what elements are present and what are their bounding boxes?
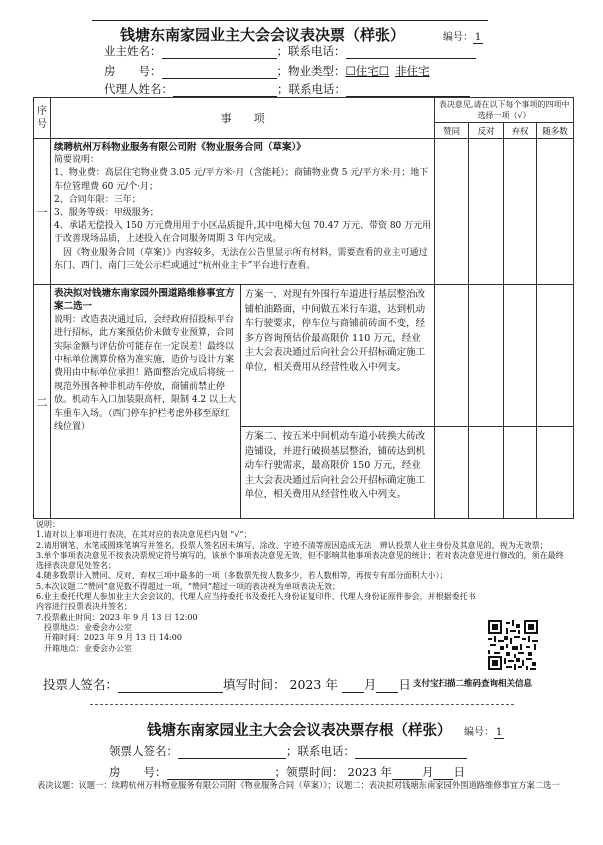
- serial-label: 编号：: [443, 32, 473, 43]
- agent-contact-field[interactable]: [346, 84, 470, 97]
- note-line: 4.随多数票计入赞同、反对、弃权三项中最多的一项（多数票先按人数多少，若人数相等，再按专有部分面积大小）；: [36, 571, 448, 581]
- qr-code-icon[interactable]: [488, 620, 538, 670]
- owner-row: [104, 43, 476, 59]
- agent-name-label: 代理人姓名：: [104, 82, 173, 96]
- voter-signature-row: [43, 675, 411, 693]
- item1-body-2: 2、合同年限：三年；: [53, 194, 141, 205]
- qr-caption: 支付宝扫描二维码查询相关信息: [413, 679, 533, 689]
- voter-signature-label: 投票人签名：: [43, 677, 119, 692]
- agent-contact-label: 联系电话：: [288, 82, 346, 96]
- room-row: [104, 63, 430, 79]
- fill-day-label: 日: [398, 677, 411, 692]
- owner-name-field[interactable]: [162, 46, 277, 59]
- separator: ；: [286, 744, 298, 758]
- agent-row: [104, 81, 470, 97]
- note-line: 说明：: [36, 520, 60, 529]
- item2-scheme2-abstain-cell[interactable]: [504, 427, 537, 519]
- stub-contact-label: 联系电话：: [297, 744, 355, 758]
- stub-serial-label: 编号：: [464, 727, 494, 738]
- item2-scheme2: 方案二、按五米中间机动车道小砖换大砖改造铺设，并进行破损基层整治，铺砖达到机动车行驶需求，最高限价 150 万元，经业主大会表决通过后向社会公开招标确定施工单位，相关费用从经营性收入中列支。: [240, 427, 435, 519]
- residential-checkbox[interactable]: ☐住宅☐: [345, 64, 390, 78]
- item2-content: [50, 285, 240, 519]
- item1-heading: 续聘杭州万科物业服务有限公司附《物业服务合同（草案）》: [53, 142, 306, 153]
- fill-day-field[interactable]: [376, 680, 398, 693]
- stub-serial-number: [464, 723, 504, 739]
- note-line: 投票地点：业委会办公室: [36, 622, 132, 632]
- stub-summary: 表决议题：议题一：续聘杭州万科物业服务有限公司附《物业服务合同（草案）》；议题二：表决拟对钱塘东南家园外围道路维修事宜方案二选一: [37, 780, 560, 790]
- note-line: 3.单个事项表决意见不按表决票规定符号填写的，该单个事项表决意见无效，但不影响其他事项表决意见的统计；若对表决意见进行修改的，须在最终选择表决意见处签名；: [36, 550, 564, 571]
- option-abstain-header: 弃权: [504, 123, 537, 139]
- item1-body-3: 3、服务等级：甲级服务；: [53, 208, 159, 219]
- stub-month-label: 月: [421, 765, 434, 779]
- stub-serial-value: 1: [495, 727, 503, 738]
- option-approve-header: 赞同: [435, 123, 469, 139]
- item1-oppose-cell[interactable]: [469, 139, 504, 285]
- fill-time-label: 填写时间：: [223, 677, 286, 692]
- fill-month-field[interactable]: [342, 680, 364, 693]
- stub-receiver-label: 领票人签名：: [109, 744, 178, 758]
- item2-heading: 表决拟对钱塘东南家园外围道路维修事宜方案二选一: [53, 288, 235, 313]
- item1-body-4: 4、承诺无偿投入 150 万元费用用于小区品质提升,其中电梯大包 70.47 万元、带资 80 万元用于改善现场品质，上述投入在合同服务周期 3 年内完成。: [53, 221, 432, 245]
- separator: ；: [277, 82, 289, 96]
- note-line: 开箱时间：2023 年 9 月 13 日 14:00: [36, 633, 182, 643]
- note-line: 开箱地点：业委会办公室: [36, 643, 132, 653]
- stub-year: 2023 年: [347, 765, 392, 779]
- item2-scheme2-majority-cell[interactable]: [537, 427, 574, 519]
- separator: ；: [274, 765, 286, 779]
- item2-scheme2-oppose-cell[interactable]: [469, 427, 504, 519]
- serial-value: 1: [474, 32, 482, 43]
- non-residential-option[interactable]: 非住宅: [395, 64, 430, 78]
- item2-seq: 二: [34, 285, 51, 519]
- item2-scheme1-abstain-cell[interactable]: [504, 285, 537, 427]
- fill-year: 2023 年: [289, 677, 338, 692]
- property-type-label: 物业类型：: [288, 64, 346, 78]
- option-majority-header: 随多数: [537, 123, 574, 139]
- room-field[interactable]: [162, 66, 277, 79]
- notes-section: [36, 520, 566, 654]
- seq-header: 序号: [34, 98, 51, 139]
- ballot-table: [33, 97, 574, 519]
- item2-scheme1-majority-cell[interactable]: [537, 285, 574, 427]
- fill-month-label: 月: [363, 677, 377, 692]
- separator: ；: [276, 44, 288, 58]
- item1-approve-cell[interactable]: [435, 139, 469, 285]
- item-header: 事 项: [50, 98, 434, 139]
- owner-name-label: 业主姓名：: [104, 44, 162, 58]
- agent-name-field[interactable]: [173, 84, 277, 97]
- item1-seq: 一: [34, 139, 51, 285]
- item1-body-5: 因《物业服务合同（草案）》内容较多，无法在公告里显示所有材料，需要查看的业主可通过东门、西门、南门三处公示栏或通过“杭州业主卡”平台进行查看。: [53, 247, 428, 271]
- item2-scheme2-approve-cell[interactable]: [435, 427, 469, 519]
- item2-scheme1-approve-cell[interactable]: [435, 285, 469, 427]
- item2-scheme1-oppose-cell[interactable]: [469, 285, 504, 427]
- ballot-title: 钱塘东南家园业主大会会议表决票（样张）: [120, 26, 406, 44]
- note-line: 2.请用钢笔、水笔或圆珠笔填写并签名，投票人签名因未填写、涂改、字迹不清等原因造成无法 辨认投票人业主身份及其意见的，视为无效票；: [36, 540, 548, 550]
- stub-room-row: [109, 764, 465, 780]
- item1-majority-cell[interactable]: [537, 139, 574, 285]
- separator: ；: [276, 64, 288, 78]
- stub-contact-field[interactable]: [355, 746, 467, 759]
- stub-receiver-field[interactable]: [178, 746, 286, 759]
- note-line: 1.请对以上事项进行表决，在其对应的表决意见栏内划 “√”；: [36, 530, 252, 540]
- option-oppose-header: 反对: [469, 123, 504, 139]
- stub-room-label: 房 号：: [109, 765, 167, 779]
- contact-label: 联系电话：: [288, 44, 346, 58]
- opinion-header: 表决意见,请在以下每个事项的四项中选择一项（√）: [435, 98, 574, 123]
- stub-room-field[interactable]: [167, 767, 275, 780]
- cut-line: [90, 704, 514, 705]
- item1-abstain-cell[interactable]: [504, 139, 537, 285]
- stub-day-field[interactable]: [433, 767, 453, 780]
- room-label: 房 号：: [104, 64, 162, 78]
- stub-month-field[interactable]: [392, 767, 422, 780]
- stub-title: 钱塘东南家园业主大会会议表决票存根（样张）: [147, 723, 452, 739]
- item2-body: 说明：改造表决通过后，会经政府招投标平台进行招标，此方案预估价未做专业预算，合同实际金额与评估价可能存在一定误差！最终以中标单位测算价格为准实施，造价与设计方案费用由中标单位承担！路面整治完成后将统一规范外围各种非机动车停放，商铺前禁止停放。机动车入口加装限高杆，限制 4.2 以上大车重车入场。（西门停车护栏考虑外移至原红线位置）: [53, 314, 237, 433]
- note-line: 5.本次议题二“赞同”意见数不得超过一项，“赞同”超过一项的表决视为单项表决无效；: [36, 581, 340, 591]
- contact-field[interactable]: [346, 46, 476, 59]
- item2-scheme1: 方案一、对现有外围行车道进行基层整治改铺柏油路面，中间做五米行车道，达到机动车行驶要求，停车位与商铺前砖面不变，经多方咨询预估价最高限价 110 万元，经业主大会表决通过后向社会公开招标确定施工单位，相关费用从经营性收入中列支。: [240, 285, 435, 427]
- serial-number: [443, 28, 483, 44]
- item1-body-1: 1、物业费：高层住宅物业费 3.05 元/平方米·月（含能耗）；商铺物业费 5 元/平方米·月；地下车位管理费 60 元/个·月；: [53, 168, 429, 192]
- voter-signature-field[interactable]: [118, 680, 223, 693]
- stub-receiver-row: [109, 743, 467, 759]
- note-line: 6.业主委托代理人参加业主大会会议的，代理人应当持委托书及委托人身份证复印件、代理人身份证原件参会，并根据委托书内容进行投票表决并签名；: [36, 592, 476, 612]
- item1-body-0: 简要说明：: [53, 155, 99, 166]
- note-line: 7.投票截止时间：2023 年 9 月 13 日 12:00: [36, 612, 198, 622]
- stub-time-label: 领票时间：: [286, 765, 344, 779]
- stub-day-label: 日: [453, 765, 465, 779]
- header-rule: [92, 20, 488, 21]
- item1-content: [50, 139, 434, 285]
